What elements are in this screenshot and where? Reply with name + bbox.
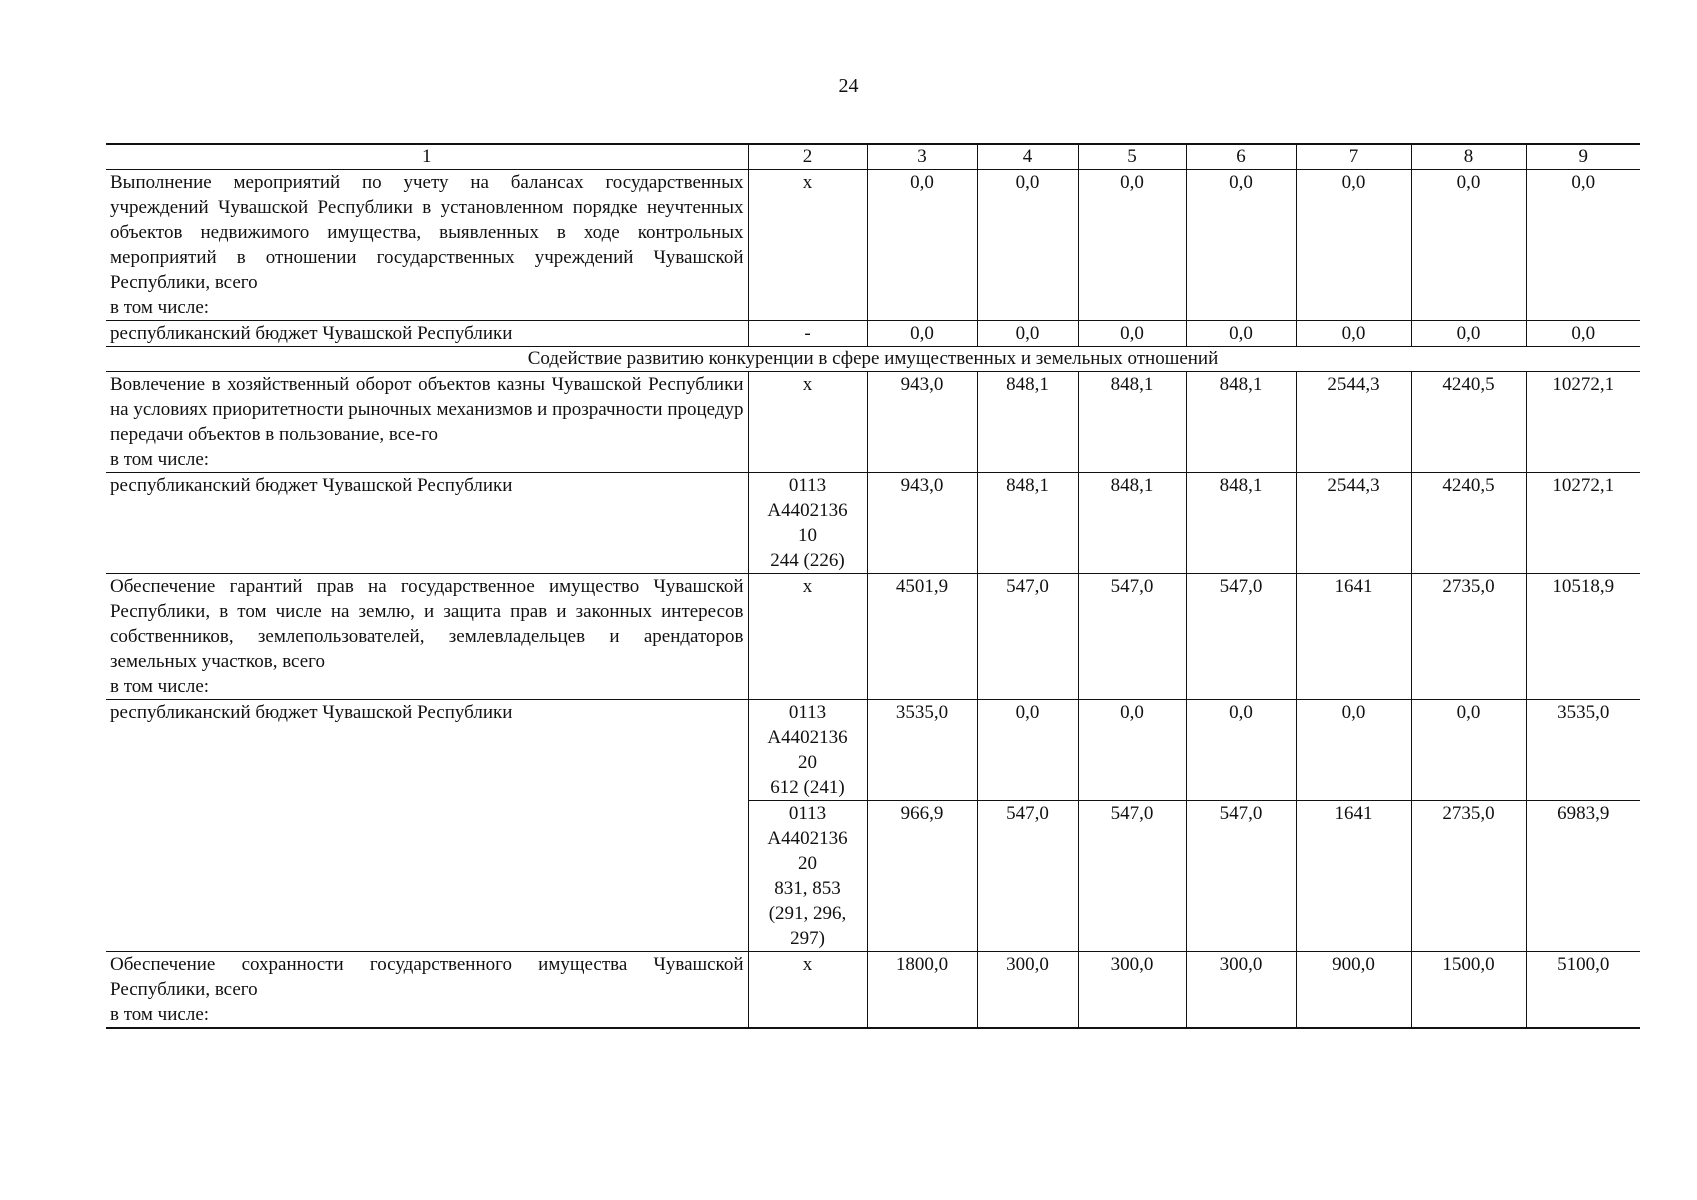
value-cell: 2544,3 bbox=[1296, 372, 1411, 473]
code-cell bbox=[748, 321, 867, 347]
value-cell: 848,1 bbox=[1186, 372, 1296, 473]
description-text: Выполнение мероприятий по учету на балансах государственных учреждений Чувашской Республики в установленном порядке неучтенных объектов недвижимого имущества, выявленных в ходе контрольных мероприятий в отношении государственных учреждений Чувашской Республики, всего bbox=[110, 172, 744, 293]
value-cell: 848,1 bbox=[1186, 473, 1296, 574]
value-cell: 5100,0 bbox=[1526, 952, 1640, 1029]
value-cell: 300,0 bbox=[977, 952, 1078, 1029]
value-cell: 848,1 bbox=[977, 473, 1078, 574]
value-cell: 547,0 bbox=[1186, 801, 1296, 952]
value-cell: 0,0 bbox=[1186, 700, 1296, 801]
value-cell: 0,0 bbox=[977, 321, 1078, 347]
value-cell: 3535,0 bbox=[1526, 700, 1640, 801]
header-cell: 9 bbox=[1526, 144, 1640, 170]
page-number: 24 bbox=[838, 75, 859, 97]
code-line: x bbox=[802, 576, 813, 597]
code-line: x bbox=[802, 172, 813, 193]
value-cell: 1500,0 bbox=[1411, 952, 1526, 1029]
value-cell: 0,0 bbox=[1296, 170, 1411, 321]
subtext: в том числе: bbox=[110, 297, 210, 318]
value-cell: 300,0 bbox=[1186, 952, 1296, 1029]
table-row bbox=[106, 574, 1640, 700]
code-cell bbox=[748, 372, 867, 473]
table-row bbox=[106, 952, 1640, 1029]
value-cell: 0,0 bbox=[1411, 170, 1526, 321]
header-cell: 4 bbox=[977, 144, 1078, 170]
value-cell: 848,1 bbox=[977, 372, 1078, 473]
value-cell: 300,0 bbox=[1078, 952, 1186, 1029]
value-cell: 4240,5 bbox=[1411, 372, 1526, 473]
value-cell: 1800,0 bbox=[867, 952, 977, 1029]
code-line: - bbox=[804, 323, 811, 344]
code-cell bbox=[748, 952, 867, 1029]
code-line: 244 (226) bbox=[770, 550, 845, 571]
budget-table bbox=[106, 143, 1640, 1029]
value-cell: 0,0 bbox=[1078, 700, 1186, 801]
code-cell bbox=[748, 700, 867, 801]
value-cell: 6983,9 bbox=[1526, 801, 1640, 952]
value-cell: 10272,1 bbox=[1526, 473, 1640, 574]
code-line: 0113 bbox=[788, 475, 827, 496]
value-cell: 10272,1 bbox=[1526, 372, 1640, 473]
value-cell: 0,0 bbox=[1078, 170, 1186, 321]
row-description bbox=[106, 801, 748, 952]
row-description bbox=[106, 574, 748, 700]
value-cell: 3535,0 bbox=[867, 700, 977, 801]
header-cell: 7 bbox=[1296, 144, 1411, 170]
code-line: A4402136 bbox=[767, 500, 848, 521]
code-line: 10 bbox=[798, 525, 817, 546]
code-line: x bbox=[802, 374, 813, 395]
value-cell: 0,0 bbox=[867, 321, 977, 347]
row-description bbox=[106, 170, 748, 321]
value-cell: 0,0 bbox=[977, 700, 1078, 801]
code-cell bbox=[748, 170, 867, 321]
value-cell: 4240,5 bbox=[1411, 473, 1526, 574]
row-description: республиканский бюджет Чувашской Республики bbox=[106, 473, 748, 574]
table-row bbox=[106, 321, 1640, 347]
table-row bbox=[106, 170, 1640, 321]
header-row bbox=[106, 144, 1640, 170]
table-row bbox=[106, 372, 1640, 473]
subtext: в том числе: bbox=[110, 449, 210, 470]
code-line: 612 (241) bbox=[770, 777, 845, 798]
value-cell: 0,0 bbox=[1186, 170, 1296, 321]
code-line: (291, 296, bbox=[768, 903, 847, 924]
value-cell: 2544,3 bbox=[1296, 473, 1411, 574]
value-cell: 547,0 bbox=[1186, 574, 1296, 700]
header-cell: 5 bbox=[1078, 144, 1186, 170]
value-cell: 0,0 bbox=[1186, 321, 1296, 347]
section-row bbox=[106, 347, 1640, 372]
subtext: в том числе: bbox=[110, 676, 210, 697]
value-cell: 848,1 bbox=[1078, 473, 1186, 574]
header-cell: 1 bbox=[106, 144, 748, 170]
code-line: 0113 bbox=[788, 702, 827, 723]
value-cell: 0,0 bbox=[1296, 321, 1411, 347]
header-cell: 6 bbox=[1186, 144, 1296, 170]
code-line: 20 bbox=[798, 752, 817, 773]
value-cell: 2735,0 bbox=[1411, 801, 1526, 952]
value-cell: 0,0 bbox=[1411, 700, 1526, 801]
value-cell: 0,0 bbox=[1296, 700, 1411, 801]
description-text: Обеспечение гарантий прав на государственное имущество Чувашской Республики, в том числе на землю, и защита прав и законных интересов собственников, землепользователей, землевладельцев и арендаторов земельных участков, всего bbox=[110, 576, 744, 672]
value-cell: 0,0 bbox=[1526, 321, 1640, 347]
value-cell: 547,0 bbox=[1078, 801, 1186, 952]
subtext: в том числе: bbox=[110, 1004, 210, 1025]
value-cell: 10518,9 bbox=[1526, 574, 1640, 700]
value-cell: 0,0 bbox=[867, 170, 977, 321]
value-cell: 848,1 bbox=[1078, 372, 1186, 473]
code-line: 297) bbox=[790, 928, 825, 949]
header-cell: 8 bbox=[1411, 144, 1526, 170]
value-cell: 1641 bbox=[1296, 801, 1411, 952]
code-line: x bbox=[802, 954, 813, 975]
code-line: A4402136 bbox=[767, 727, 848, 748]
value-cell: 900,0 bbox=[1296, 952, 1411, 1029]
value-cell: 0,0 bbox=[1411, 321, 1526, 347]
value-cell: 943,0 bbox=[867, 473, 977, 574]
code-line: 831, 853 bbox=[774, 878, 841, 899]
value-cell: 547,0 bbox=[977, 574, 1078, 700]
description-text: Вовлечение в хозяйственный оборот объектов казны Чувашской Республики на условиях приоритетности рыночных механизмов и прозрачности процедур передачи объектов в пользование, все-го bbox=[110, 374, 744, 445]
table-row bbox=[106, 473, 1640, 574]
header-cell: 3 bbox=[867, 144, 977, 170]
code-cell bbox=[748, 801, 867, 952]
table-row bbox=[106, 700, 1640, 801]
value-cell: 2735,0 bbox=[1411, 574, 1526, 700]
value-cell: 0,0 bbox=[977, 170, 1078, 321]
description-text: Обеспечение сохранности государственного имущества Чувашской Республики, всего bbox=[110, 954, 744, 1000]
code-line: 20 bbox=[798, 853, 817, 874]
row-description bbox=[106, 952, 748, 1029]
value-cell: 4501,9 bbox=[867, 574, 977, 700]
header-cell: 2 bbox=[748, 144, 867, 170]
row-description: республиканский бюджет Чувашской Республики bbox=[106, 700, 748, 801]
value-cell: 547,0 bbox=[1078, 574, 1186, 700]
value-cell: 547,0 bbox=[977, 801, 1078, 952]
table-row bbox=[106, 801, 1640, 952]
value-cell: 0,0 bbox=[1526, 170, 1640, 321]
value-cell: 966,9 bbox=[867, 801, 977, 952]
value-cell: 0,0 bbox=[1078, 321, 1186, 347]
row-description bbox=[106, 372, 748, 473]
code-cell bbox=[748, 574, 867, 700]
value-cell: 1641 bbox=[1296, 574, 1411, 700]
value-cell: 943,0 bbox=[867, 372, 977, 473]
code-cell bbox=[748, 473, 867, 574]
section-title: Содействие развитию конкуренции в сфере имущественных и земельных отношений bbox=[106, 347, 1640, 372]
row-description: республиканский бюджет Чувашской Республики bbox=[106, 321, 748, 347]
code-line: A4402136 bbox=[767, 828, 848, 849]
code-line: 0113 bbox=[788, 803, 827, 824]
